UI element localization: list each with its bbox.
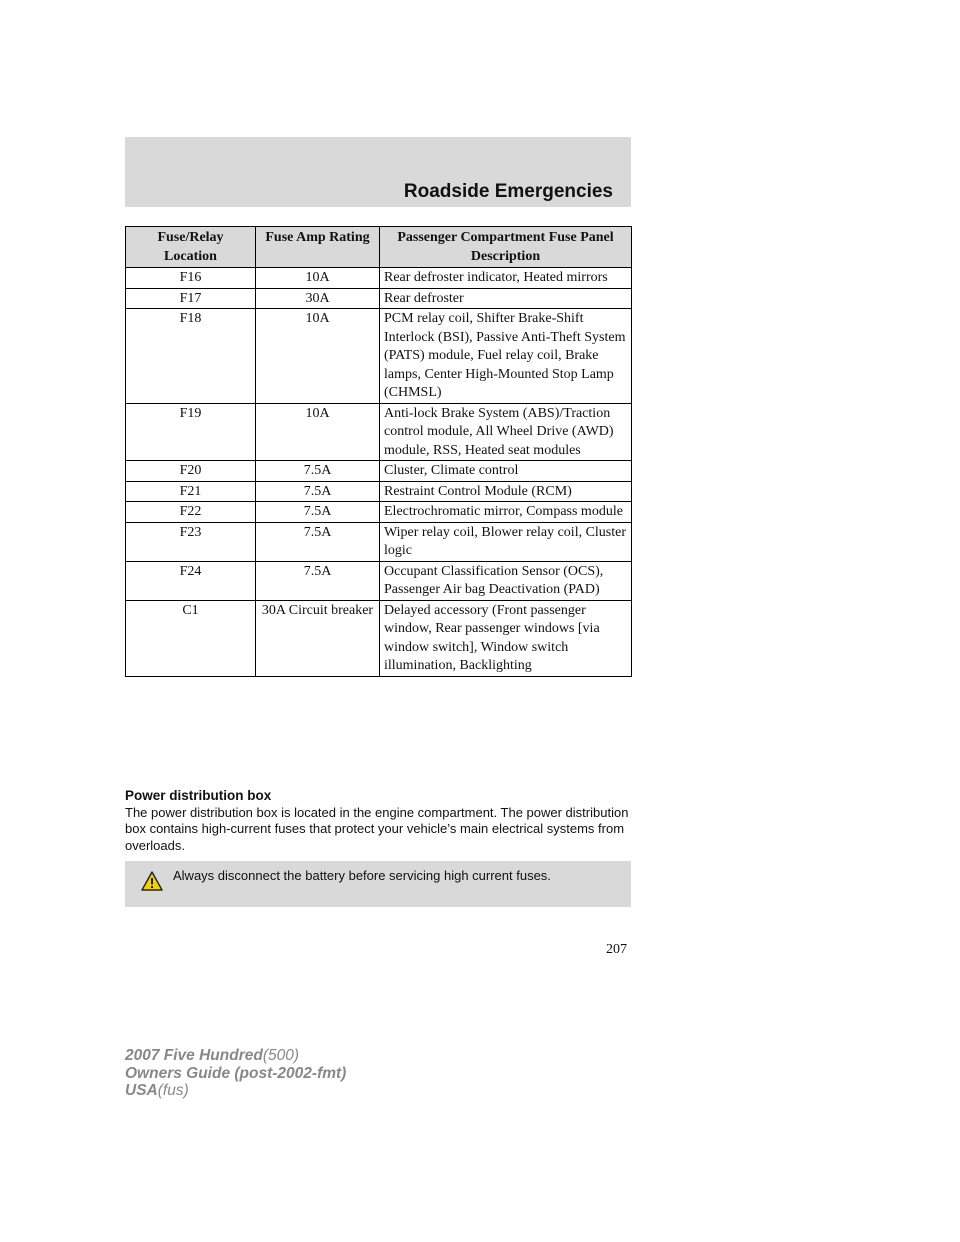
fuse-table — [125, 226, 632, 677]
fuse-location: F16 — [126, 268, 256, 289]
fuse-location: F20 — [126, 461, 256, 482]
footer-market: USA — [125, 1082, 158, 1099]
fuse-rating: 7.5A — [256, 502, 380, 523]
footer-line-market — [125, 1082, 346, 1100]
fuse-rating: 7.5A — [256, 522, 380, 561]
footer-line-model — [125, 1047, 346, 1065]
footer-market-code: (fus) — [157, 1082, 189, 1099]
column-header-description: Passenger Compartment Fuse Panel Description — [380, 227, 632, 268]
fuse-description: Cluster, Climate control — [380, 461, 632, 482]
fuse-description: Delayed accessory (Front passenger window, Rear passenger windows [via window switch], Window switch illumination, Backlighting — [380, 600, 632, 676]
column-header-location: Fuse/Relay Location — [126, 227, 256, 268]
section-title: Roadside Emergencies — [403, 181, 613, 202]
table-row — [126, 502, 632, 523]
fuse-location: F21 — [126, 481, 256, 502]
fuse-description: Rear defroster indicator, Heated mirrors — [380, 268, 632, 289]
fuse-rating: 10A — [256, 309, 380, 404]
table-row — [126, 481, 632, 502]
fuse-location: F24 — [126, 561, 256, 600]
warning-triangle-icon — [141, 871, 163, 895]
fuse-description: Electrochromatic mirror, Compass module — [380, 502, 632, 523]
fuse-location: F22 — [126, 502, 256, 523]
table-row — [126, 561, 632, 600]
fuse-rating: 30A Circuit breaker — [256, 600, 380, 676]
table-row — [126, 522, 632, 561]
footer-line-guide: Owners Guide (post-2002-fmt) — [125, 1064, 347, 1082]
footer-model-code: (500) — [262, 1047, 300, 1064]
fuse-description: PCM relay coil, Shifter Brake-Shift Interlock (BSI), Passive Anti-Theft System (PATS) module, Fuel relay coil, Brake lamps, Center High-Mounted Stop Lamp (CHMSL) — [380, 309, 632, 404]
table-row — [126, 288, 632, 309]
page-number: 207 — [606, 942, 627, 957]
fuse-description: Wiper relay coil, Blower relay coil, Cluster logic — [380, 522, 632, 561]
table-row — [126, 600, 632, 676]
fuse-description: Anti-lock Brake System (ABS)/Traction control module, All Wheel Drive (AWD) module, RSS, Heated seat modules — [380, 403, 632, 461]
footer-model: 2007 Five Hundred — [125, 1047, 263, 1064]
table-header-row — [126, 227, 632, 268]
table-row — [126, 309, 632, 404]
document-footer — [125, 1047, 346, 1100]
warning-box — [125, 861, 631, 907]
table-row — [126, 403, 632, 461]
section-body: The power distribution box is located in the engine compartment. The power distribution box contains high-current fuses that protect your vehicle’s main electrical systems from overloads. — [125, 804, 629, 853]
fuse-rating: 7.5A — [256, 481, 380, 502]
warning-text: Always disconnect the battery before servicing high current fuses. — [173, 868, 551, 883]
fuse-location: C1 — [126, 600, 256, 676]
fuse-description: Rear defroster — [380, 288, 632, 309]
fuse-location: F17 — [126, 288, 256, 309]
column-header-rating: Fuse Amp Rating — [256, 227, 380, 268]
table-row — [126, 461, 632, 482]
fuse-rating: 7.5A — [256, 461, 380, 482]
fuse-location: F23 — [126, 522, 256, 561]
table-row — [126, 268, 632, 289]
fuse-rating: 30A — [256, 288, 380, 309]
fuse-location: F18 — [126, 309, 256, 404]
fuse-rating: 10A — [256, 268, 380, 289]
header-band — [125, 137, 631, 207]
power-distribution-section — [125, 788, 631, 854]
fuse-description: Restraint Control Module (RCM) — [380, 481, 632, 502]
section-heading: Power distribution box — [125, 788, 272, 803]
fuse-location: F19 — [126, 403, 256, 461]
fuse-description: Occupant Classification Sensor (OCS), Passenger Air bag Deactivation (PAD) — [380, 561, 632, 600]
fuse-rating: 10A — [256, 403, 380, 461]
fuse-rating: 7.5A — [256, 561, 380, 600]
